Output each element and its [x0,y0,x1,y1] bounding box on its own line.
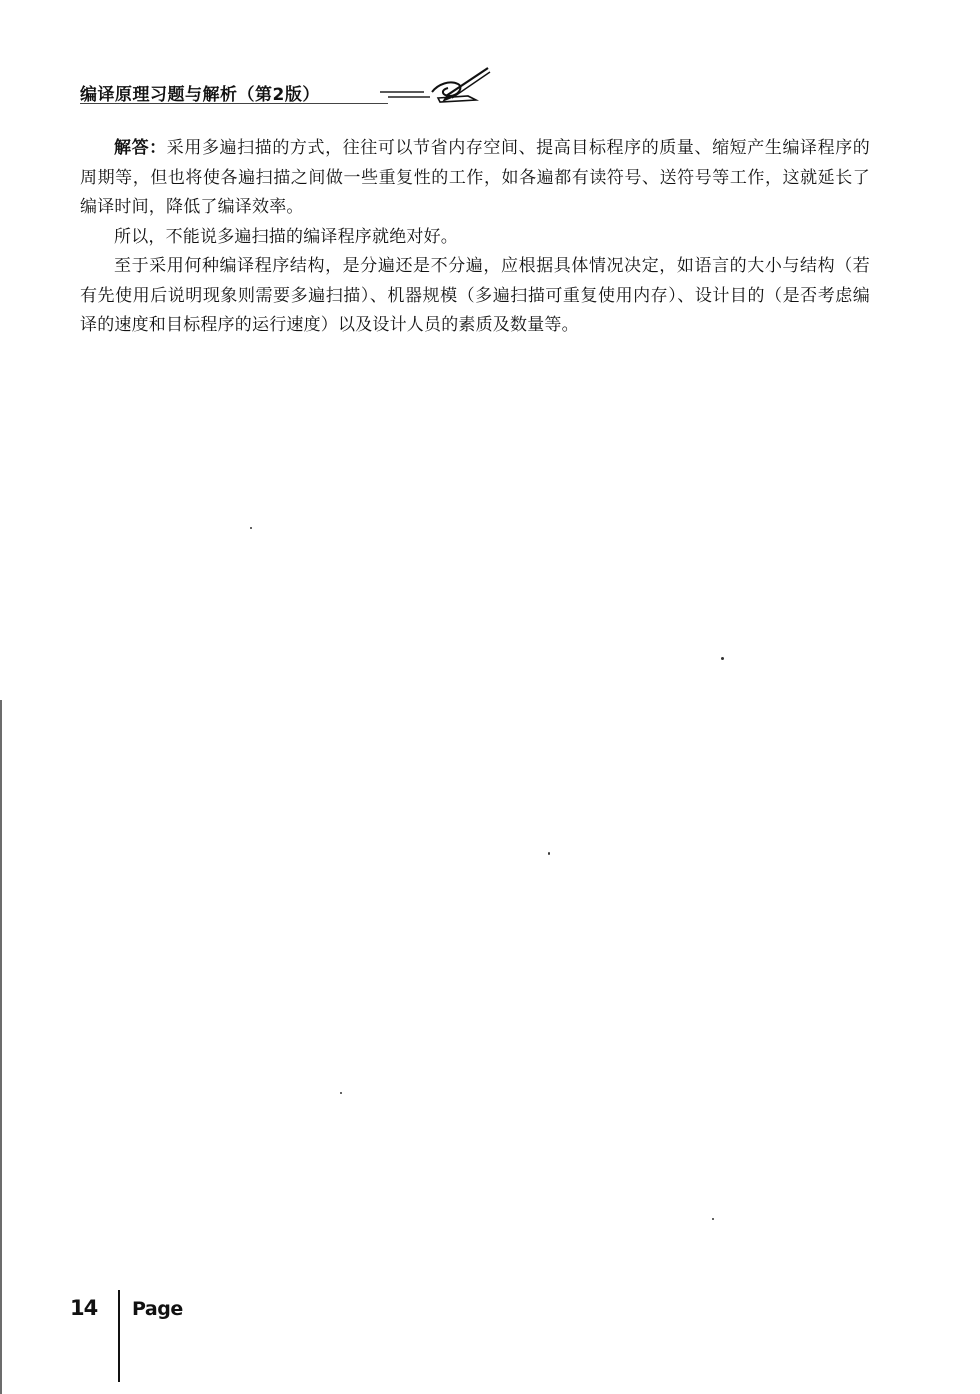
answer-body [80,134,870,341]
scan-edge-line [0,700,2,1394]
running-header [80,68,500,110]
answer-paragraph-2: 所以，不能说多遍扫描的编译程序就绝对好。 [114,226,458,247]
scan-speck [712,1218,714,1220]
book-title: 编译原理习题与解析（第2版） [80,85,320,105]
page-number: 14 [70,1296,98,1320]
answer-label: 解答： [114,138,167,158]
scan-speck [548,852,550,855]
page-footer [70,1290,270,1390]
answer-paragraph-3: 至于采用何种编译程序结构，是分遍还是不分遍，应根据具体情况决定，如语言的大小与结构（若有先使用后说明现象则需要多遍扫描）、机器规模（多遍扫描可重复使用内存）、设计目的（是否考虑编译的速度和目标程序的运行速度）以及设计人员的素质及数量等。 [80,256,870,335]
footer-divider [118,1290,120,1382]
answer-text: 采用多遍扫描的方式，往往可以节省内存空间、提高目标程序的质量、缩短产生编译程序的周期等，但也将使各遍扫描之间做一些重复性的工作，如各遍都有读符号、送符号等工作，这就延长了编译时间，降低了编译效率。 [80,138,870,217]
scan-speck [721,657,724,660]
answer-paragraph-1 [80,134,870,223]
scan-speck [340,1092,342,1094]
scan-speck [250,527,252,529]
header-rule [80,103,388,104]
page-label: Page [132,1298,183,1320]
pen-writing-icon [428,66,492,106]
